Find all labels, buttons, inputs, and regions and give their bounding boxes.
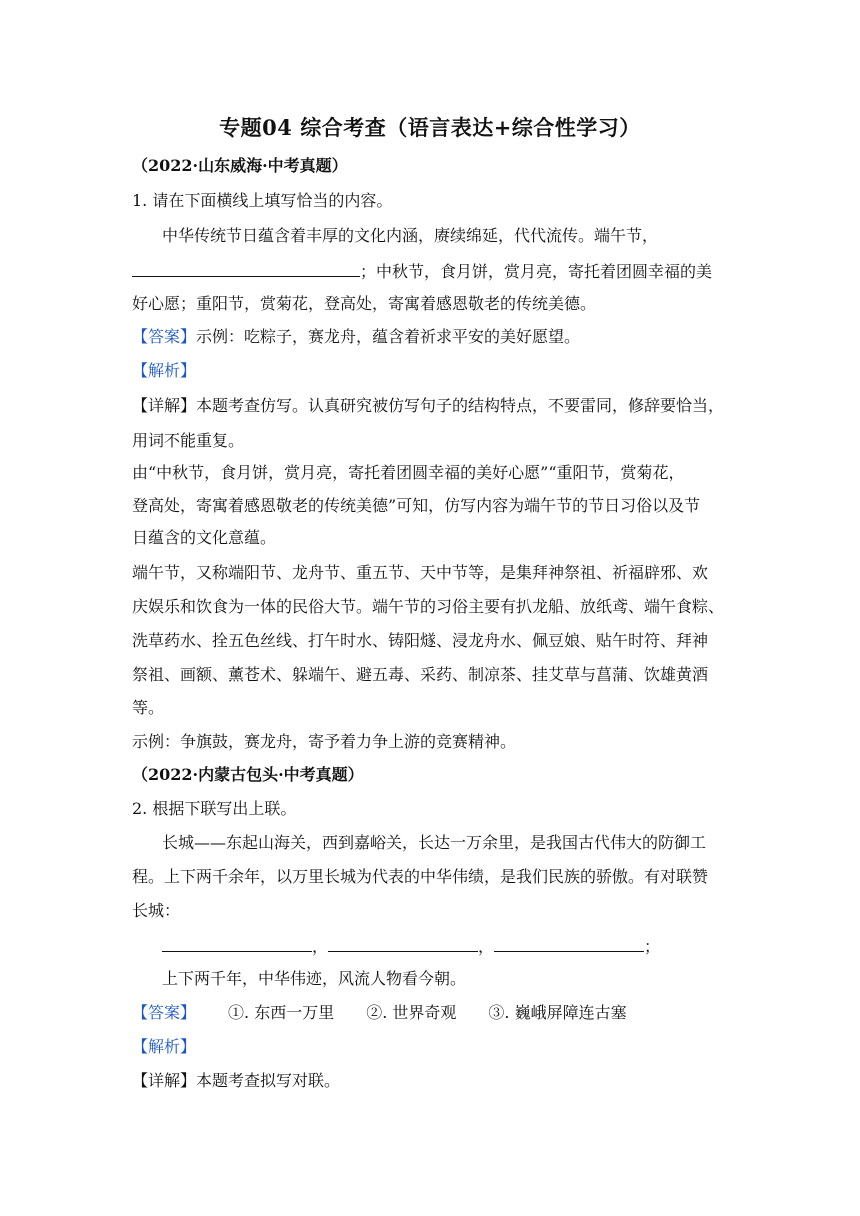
- separator: ；: [644, 937, 661, 956]
- analysis-tag: 【解析】: [132, 361, 197, 380]
- q2-answer-1: ①. 东西一万里: [228, 1003, 335, 1022]
- q1-source: （2022·山东威海·中考真题）: [132, 156, 348, 175]
- detail-tag: 【详解】: [132, 396, 197, 415]
- q2-detail-text: 本题考查拟写对联。: [196, 1071, 341, 1090]
- q2-source: （2022·内蒙古包头·中考真题）: [132, 765, 364, 784]
- q1-stem: 1. 请在下面横线上填写恰当的内容。: [132, 191, 393, 210]
- q2-passage-line: 长城：: [132, 901, 181, 920]
- answer-tag: 【答案】: [132, 327, 197, 346]
- answer-tag: 【答案】: [132, 1003, 197, 1022]
- q1-passage-line: 好心愿；重阳节，赏菊花，登高处，寄寓着感恩敬老的传统美德。: [132, 294, 597, 313]
- q1-detail-line: 登高处，寄寓着感恩敬老的传统美德”可知，仿写内容为端午节的节日习俗以及节: [132, 496, 701, 515]
- q1-detail-line: 示例：争旗鼓，赛龙舟，寄予着力争上游的竞赛精神。: [132, 732, 517, 751]
- q1-passage-line: 中华传统节日蕴含着丰厚的文化内涵，赓续绵延，代代流传。端午节，: [162, 226, 659, 245]
- q1-detail-line: [132, 395, 724, 417]
- q2-detail-line: [132, 1070, 340, 1092]
- q2-answer-blank-1[interactable]: [162, 935, 312, 952]
- page-title: 专题04 综合考查（语言表达+综合性学习）: [219, 115, 641, 140]
- q2-answer-blank-3[interactable]: [494, 935, 644, 952]
- q1-detail-line: 等。: [132, 698, 165, 717]
- q1-detail-line: 祭祖、画额、薰苍术、躲端午、避五毒、采药、制凉茶、挂艾草与菖蒲、饮雄黄酒: [132, 665, 709, 684]
- q1-detail-line: 端午节，又称端阳节、龙舟节、重五节、天中节等，是集拜神祭祖、祈福辟邪、欢: [132, 563, 709, 582]
- separator: ，: [312, 937, 329, 956]
- q2-answer-blank-2[interactable]: [328, 935, 478, 952]
- q1-answer-line: [132, 326, 580, 348]
- q1-passage-text: ；中秋节，食月饼，赏月亮，寄托着团圆幸福的美: [360, 262, 713, 281]
- detail-tag: 【详解】: [132, 1071, 197, 1090]
- q2-answer-line: [132, 1002, 627, 1024]
- q2-passage-line: 程。上下两千余年，以万里长城为代表的中华伟绩，是我们民族的骄傲。有对联赞: [132, 867, 709, 886]
- q2-lower-couplet: 上下两千年，中华伟迹，风流人物看今朝。: [162, 969, 467, 988]
- q1-detail-text: 本题考查仿写。认真研究被仿写句子的结构特点，不要雷同，修辞要恰当，: [196, 396, 725, 415]
- q1-detail-line: 用词不能重复。: [132, 431, 245, 450]
- q1-detail-line: 洗草药水、拴五色丝线、打午时水、铸阳燧、浸龙舟水、佩豆娘、贴午时符、拜神: [132, 631, 709, 650]
- q1-answer-blank[interactable]: [132, 260, 360, 277]
- q1-passage-line: [132, 260, 712, 283]
- q2-blanks-line: [162, 935, 660, 958]
- q1-answer: 示例：吃粽子，赛龙舟，蕴含着祈求平安的美好愿望。: [196, 327, 581, 346]
- q1-detail-line: 日蕴含的文化意蕴。: [132, 528, 277, 547]
- q1-detail-line: 庆娱乐和饮食为一体的民俗大节。端午节的习俗主要有扒龙船、放纸鸢、端午食粽、: [132, 597, 725, 616]
- q1-detail-line: 由“中秋节，食月饼，赏月亮，寄托着团圆幸福的美好心愿”“重阳节，赏菊花，: [132, 463, 685, 482]
- q2-passage-line: 长城——东起山海关，西到嘉峪关，长达一万余里，是我国古代伟大的防御工: [162, 833, 707, 852]
- separator: ，: [478, 937, 495, 956]
- q2-answer-2: ②. 世界奇观: [366, 1003, 457, 1022]
- analysis-tag: 【解析】: [132, 1037, 197, 1056]
- q2-stem: 2. 根据下联写出上联。: [132, 799, 297, 818]
- q2-answer-3: ③. 巍峨屏障连古塞: [488, 1003, 627, 1022]
